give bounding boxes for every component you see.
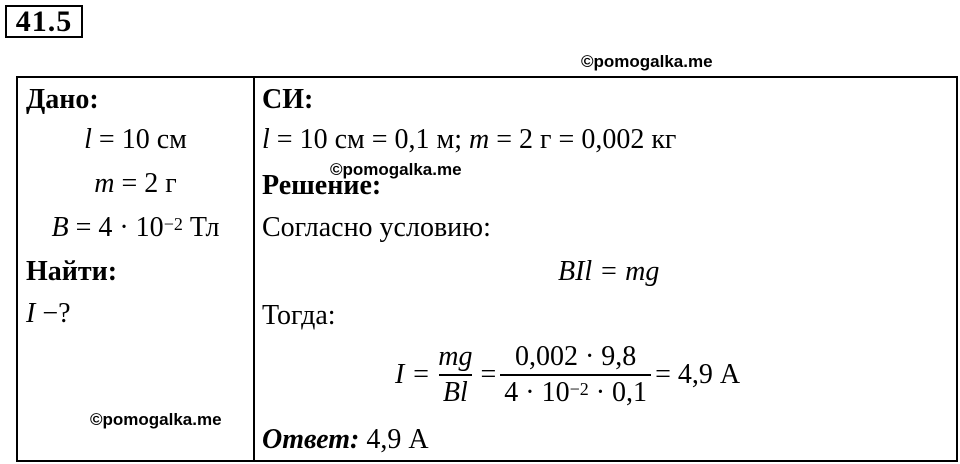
solution-formula: I = $\frac{mg}{Bl}$ = $\frac{0,002 \cdot 9,8}{4 \cdot 10^{-2} \cdot 0,1}$ = 4,9 А bbox=[395, 341, 741, 408]
column-divider bbox=[253, 78, 255, 460]
given-heading: Дано: bbox=[26, 84, 99, 115]
watermark: ©pomogalka.me bbox=[581, 52, 713, 71]
si-heading: СИ: bbox=[262, 84, 314, 115]
solution-equation: BIl = mg bbox=[558, 256, 660, 287]
watermark: ©pomogalka.me bbox=[90, 410, 222, 429]
given-item-length: l = 10 см bbox=[84, 124, 187, 155]
fraction-symbolic: $\frac{mg}{Bl}$ bbox=[438, 341, 473, 408]
si-conversion: l = 10 см = 0,1 м; m = 2 г = 0,002 кг bbox=[262, 124, 677, 155]
solution-intro: Согласно условию: bbox=[262, 212, 491, 243]
watermark: ©pomogalka.me bbox=[330, 160, 462, 179]
given-item-induction: $B = 4 \cdot 10^{-2}$ Тл bbox=[51, 212, 220, 243]
problem-number: 41.5 bbox=[5, 5, 83, 38]
fraction-numeric: $\frac{0,002 \cdot 9,8}{4 \cdot 10^{-2} \cdot 0,1}$ bbox=[500, 340, 651, 410]
solution-heading: Решение: bbox=[262, 170, 382, 201]
find-item: I −? bbox=[26, 298, 71, 329]
solution-then: Тогда: bbox=[262, 300, 336, 331]
given-item-mass: m = 2 г bbox=[94, 168, 177, 199]
find-heading: Найти: bbox=[26, 256, 118, 287]
answer: Ответ: 4,9 А bbox=[262, 424, 429, 455]
solution-table bbox=[16, 76, 958, 462]
